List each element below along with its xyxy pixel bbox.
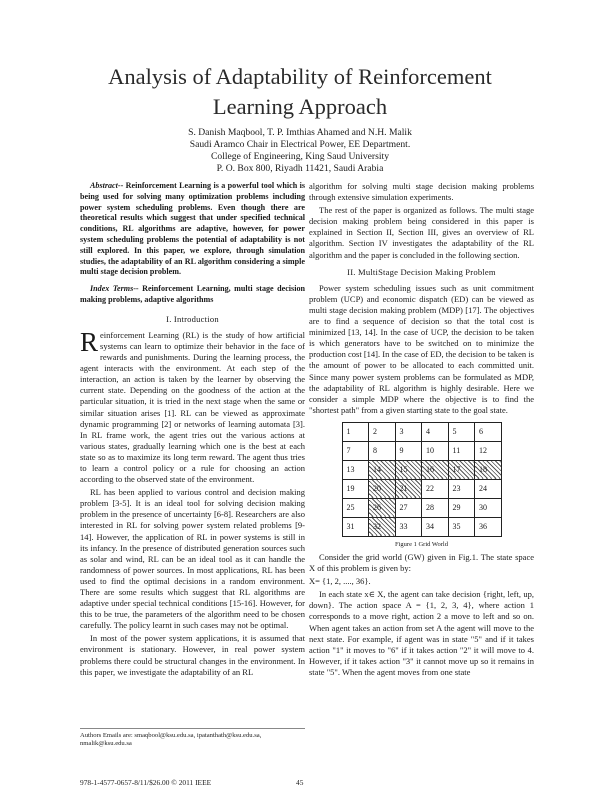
grid-cell: 1 bbox=[342, 422, 369, 441]
grid-cell: 3 bbox=[395, 422, 422, 441]
page-number: 45 bbox=[296, 778, 304, 787]
grid-cell: 20 bbox=[369, 479, 396, 498]
grid-cell: 23 bbox=[448, 479, 475, 498]
grid-cell: 8 bbox=[369, 441, 396, 460]
grid-cell: 26 bbox=[369, 498, 396, 517]
abstract bbox=[80, 181, 305, 278]
figure-caption: Figure 1 Grid World bbox=[395, 540, 448, 548]
grid-cell: 19 bbox=[342, 479, 369, 498]
grid-cell: 18 bbox=[475, 460, 502, 479]
grid-cell: 17 bbox=[448, 460, 475, 479]
grid-cell: 25 bbox=[342, 498, 369, 517]
grid-cell: 15 bbox=[395, 460, 422, 479]
affiliation-1: Saudi Aramco Chair in Electrical Power, EE Department. bbox=[189, 139, 411, 150]
title-line-2: Learning Approach bbox=[212, 94, 388, 119]
index-terms-text: -- Reinforcement Learning, multi stage decision making problems, adaptive algorithms bbox=[80, 284, 306, 304]
grid-cell: 28 bbox=[422, 498, 449, 517]
grid-cell: 33 bbox=[395, 517, 422, 536]
title-line-1: Analysis of Adaptability of Reinforcement bbox=[108, 64, 492, 89]
intro-paragraph-3: In most of the power system applications, it is assumed that environment is stationary. However, in real power system problems there could be structural changes in the environment. In this paper, we investigate the adaptability of an RL bbox=[80, 633, 305, 677]
grid-cell: 6 bbox=[475, 422, 502, 441]
state-space-equation: X= {1, 2, ...., 36}. bbox=[309, 576, 371, 587]
grid-cell: 16 bbox=[422, 460, 449, 479]
right-paragraph-3: Consider the grid world (GW) given in Fig.1. The state space X of this problem is given by: bbox=[309, 551, 534, 574]
right-paragraph-2: Power system scheduling issues such as unit commitment problem (UCP) and economic dispatch (ED) can be viewed as multi stage decision making problem (MDP) [17]. The objectives are to find a sequence of decision so that the total cost is minimized [13, 14]. In the case of UCP, the decision to be taken is which generators have to be switched on to minimize the production cost [14]. In the case of ED, the decision to be taken is the amount of power to be allocated to each committed unit. Since many power system problems can be formulated as MDP, the adaptability of RL algorithm is highly desirable. Here we consider a simple MDP where the objective is to find the "shortest path" from a given starting state to the goal state. bbox=[309, 282, 534, 415]
grid-cell: 35 bbox=[448, 517, 475, 536]
left-column bbox=[80, 181, 305, 680]
footnote: Authors Emails are: smaqbool@ksu.edu.sa, ipatanthath@ksu.edu.sa, nmalik@ksu.edu.sa bbox=[80, 728, 305, 749]
intro-paragraph-1 bbox=[80, 326, 305, 485]
index-terms-label: Index Terms bbox=[90, 284, 134, 294]
grid-row bbox=[342, 460, 501, 479]
right-paragraph-0: algorithm for solving multi stage decision making problems through extensive simulation experiments. bbox=[309, 181, 534, 203]
section-heading-mdp: II. MultiStage Decision Making Problem bbox=[347, 266, 496, 277]
right-column bbox=[309, 181, 534, 680]
grid-row bbox=[342, 479, 501, 498]
grid-cell: 12 bbox=[475, 441, 502, 460]
author-block bbox=[60, 127, 540, 175]
grid-row bbox=[342, 441, 501, 460]
grid-cell: 14 bbox=[369, 460, 396, 479]
grid-cell: 31 bbox=[342, 517, 369, 536]
paper-title bbox=[60, 62, 540, 122]
grid-cell: 4 bbox=[422, 422, 449, 441]
intro-paragraph-2: RL has been applied to various control and decision making problem [3-5]. It is an ideal tool for solving decision making problem in the presence of uncertainty [6-8]. Researchers are also interested in RL for solving power system related problems [9-14]. However, the application of RL in power systems is still in its infancy. In the presence of distributed generation sources such as solar and wind, RL can be an ideal tool as it can handle the randomness of power sources. In most applications, RL has been used to find the optimal decisions in a random environment. There are some results which suggest that RL algorithms are adaptive under special technical conditions [15-16]. However, for this to be true, the parameters of the algorithm need to be chosen carefully. The policy learnt in such cases may not be optimal. bbox=[80, 487, 305, 631]
abstract-label: Abstract bbox=[90, 181, 118, 190]
section-heading-introduction: I. Introduction bbox=[166, 313, 219, 324]
grid-row bbox=[342, 422, 501, 441]
grid-cell: 29 bbox=[448, 498, 475, 517]
grid-row bbox=[342, 517, 501, 536]
affiliation-3: P. O. Box 800, Riyadh 11421, Saudi Arabia bbox=[216, 163, 384, 174]
index-terms bbox=[80, 284, 305, 306]
grid-cell: 5 bbox=[448, 422, 475, 441]
grid-cell: 30 bbox=[475, 498, 502, 517]
grid-cell: 32 bbox=[369, 517, 396, 536]
drop-cap: R bbox=[80, 326, 99, 357]
grid-cell: 34 bbox=[422, 517, 449, 536]
grid-cell: 27 bbox=[395, 498, 422, 517]
grid-cell: 24 bbox=[475, 479, 502, 498]
grid-world-table bbox=[342, 422, 502, 537]
abstract-text: -- Reinforcement Learning is a powerful tool which is being used for solving many optimization problems including power system scheduling problems. Even though there are theoretical results which suggest that under specified technical conditions, RL algorithms are adaptive, however, for power system scheduling problems the potential of adaptability is not still explored. In this paper, we explore, through simulation studies, the adaptability of an RL algorithm considering a simple multi stage decision problem. bbox=[80, 181, 305, 277]
affiliation-2: College of Engineering, King Saud University bbox=[211, 151, 389, 162]
grid-cell: 21 bbox=[395, 479, 422, 498]
authors: S. Danish Maqbool, T. P. Imthias Ahamed and N.H. Malik bbox=[188, 127, 412, 138]
grid-cell: 7 bbox=[342, 441, 369, 460]
grid-cell: 36 bbox=[475, 517, 502, 536]
footer-isbn: 978-1-4577-0657-8/11/$26.00 © 2011 IEEE bbox=[80, 778, 212, 787]
grid-world-figure bbox=[342, 422, 502, 537]
grid-cell: 22 bbox=[422, 479, 449, 498]
grid-cell: 10 bbox=[422, 441, 449, 460]
grid-row bbox=[342, 498, 501, 517]
grid-cell: 13 bbox=[342, 460, 369, 479]
grid-cell: 2 bbox=[369, 422, 396, 441]
grid-cell: 11 bbox=[448, 441, 475, 460]
right-paragraph-1: The rest of the paper is organized as follows. The multi stage decision making problem being considered in this paper is explained in Section II, Section III, gives an overview of RL algorithm. Section IV investigates the adaptability of the RL algorithm and the paper is concluded in the following section. bbox=[309, 205, 534, 260]
right-paragraph-4: In each state x∈ X, the agent can take decision {right, left, up, down}. The action space A = {1, 2, 3, 4}, where action 1 corresponds to a move right, action 2 a move to left and so on. When agent takes an action from set A the agent will move to the next state. For example, if agent was in state "5" and if it takes action "1" it moves to "6" if it takes action "2" it will move to 4. However, if it takes action "3" it cannot move up so it remains in state "5". When the agent moves from one state bbox=[309, 589, 534, 677]
intro-paragraph-1-text: einforcement Learning (RL) is the study of how artificial systems can learn to optimize their behavior in the face of rewards and punishments. During the learning process, the agent interacts with the environment. At each step of the interaction, an action is taken by the learner by observing the current state. Depending on the goodness of the action at the particular situation, it is tried in the next stage when the same or similar situation arises [1]. RL can be viewed as approximate dynamic programming [2] or networks of learning automata [3]. In RL frame work, the agent tries out the various actions at various states, gradually learning which one is the best at each state so as to maximize its long term reward. The agent thus tries to learn a control policy or a rule for choosing an action according to the observed state of the environment. bbox=[80, 329, 305, 485]
grid-cell: 9 bbox=[395, 441, 422, 460]
